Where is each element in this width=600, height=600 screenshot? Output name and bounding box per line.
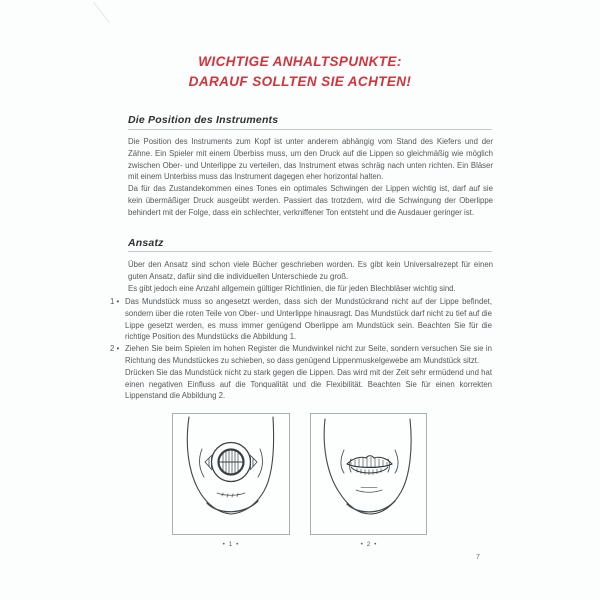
section-ansatz-body [128,259,493,294]
section-position-body [128,136,493,219]
paragraph: Das Mundstück muss so angesetzt werden, dass sich der Mundstückrand nicht auf der Lippe befindet, sondern über die roten Teile von Ober- und Unterlippe hinausragt. Das Mundstück darf nicht zu tief auf die Lippe gesetzt werden, es muss immer genügend Oberlippe am Mundstück sein. Beachten Sie für die richtige Position des Mundstücks die Abbildung 1. [125,297,492,342]
figure-1-label: • 1 • [222,541,240,548]
heading-rule [128,129,492,130]
section-heading-position-des-instruments: Die Position des Instruments [128,114,279,126]
list-item [110,296,492,343]
chin-crease [356,488,382,493]
paragraph: Es gibt jedoch eine Anzahl allgemein gültiger Richtlinien, die für jeden Blechbläser wichtig sind. [128,283,456,293]
lips-outline [347,456,392,473]
paragraph: Drücken Sie das Mundstück nicht zu stark gegen die Lippen. Das wird mit der Zeit sehr ermüdend und hat einen negativen Einfluss auf die Tonqualität und die Flexibilität. Beachten Sie für einen korrekten Lippenstand die Abbildung 2. [125,367,492,401]
list-item-marker: 2 • [110,344,120,354]
page-title-line2: DARAUF SOLLTEN SIE ACHTEN! [188,74,412,89]
scan-corner-artifact [93,2,110,23]
list-item-text [125,296,492,343]
figure-2-closed-lips [310,413,427,535]
section-heading-ansatz: Ansatz [128,237,164,249]
figure-1-embouchure-with-mouthpiece [172,413,290,535]
page-title-line1: WICHTIGE ANHALTSPUNKTE: [198,54,402,69]
page-number: 7 [475,552,481,561]
guideline-list [110,296,492,402]
paragraph: Die Position des Instruments zum Kopf ist unter anderem abhängig vom Stand des Kiefers und der Zähne. Ein Spieler mit einem Überbiss muss, um den Druck auf die Lippen so gleichmäßig wie möglich zwischen Ober- und Unterlippe zu verteilen, das Instrument etwas schräg nach unten richten. Ein Bläser mit einem Unterbiss muss das Instrument dagegen eher horizontal halten. [128,137,493,182]
list-item-marker: 1 • [110,297,120,306]
face-outline [187,417,273,514]
chin-with-mouthpiece-drawing [173,414,289,534]
paragraph: Ziehen Sie beim Spielen im hohen Register die Mundwinkel nicht zur Seite, sondern versuchen Sie sie in Richtung des Mundstückes zu schieben, so dass genügend Lippenmuskelgewebe am Mundstück sitzt. [125,344,492,365]
figure-2-label: • 2 • [360,541,378,548]
page-title [0,52,600,92]
paragraph: Da für das Zustandekommen eines Tones ein optimales Schwingen der Lippen wichtig ist, darf auf sie kein übermäßiger Druck ausgeübt werden. Passiert das trotzdem, wird die Schwingung der Oberlippe behindert mit der Folge, dass ein schlechter, verkniffener Ton entsteht und die Ausdauer geringer ist. [128,184,493,217]
chin-with-closed-lips-drawing [311,414,426,534]
chin-crease [217,493,245,497]
paragraph: Über den Ansatz sind schon viele Bücher geschrieben worden. Es gibt kein Universalrezept für einen guten Ansatz, dafür sind die individuellen Unterschiede zu groß. [128,260,493,281]
heading-rule [128,251,492,252]
list-item [110,343,492,402]
list-item-text [125,343,492,402]
